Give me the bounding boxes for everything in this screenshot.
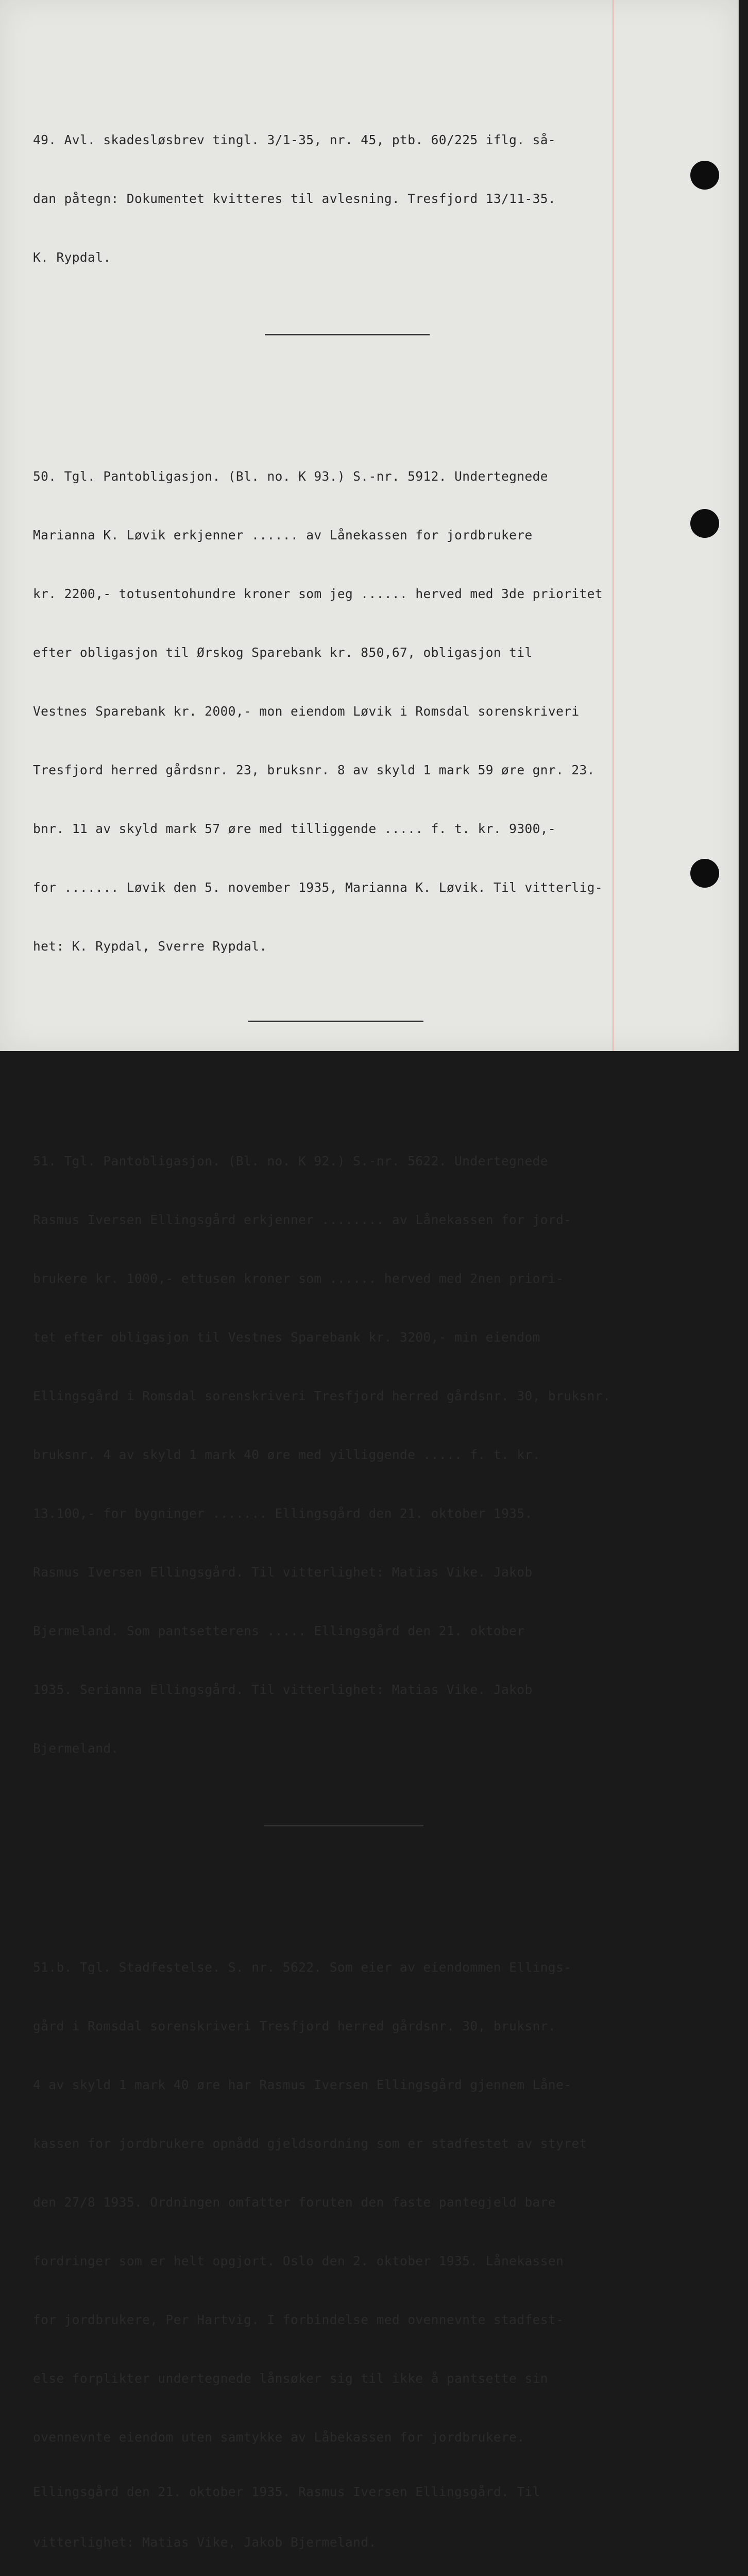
- text-line: tet efter obligasjon til Vestnes Sparebank kr. 3200,- min eiendom: [33, 1330, 540, 1345]
- text-line: kassen for jordbrukere opnådd gjeldsordning som er stadfestet av styret: [33, 2136, 587, 2151]
- entry-separator: [265, 334, 430, 335]
- entry-separator: [264, 1825, 423, 1826]
- text-line: vitterlighet: Matias Vike, Jakob Bjermeland.: [33, 2535, 377, 2550]
- punch-hole: [690, 161, 719, 190]
- entry-separator: [248, 1021, 423, 1022]
- text-line: 51.b. Tgl. Stadfestelse. S. nr. 5622. Som eier av eiendommen Ellings-: [33, 1960, 572, 1975]
- punch-hole: [690, 859, 719, 888]
- text-line: den 27/8 1935. Ordningen omfatter foruten den faste pantegjeld bare: [33, 2195, 556, 2210]
- text-line: bruksnr. 4 av skyld 1 mark 40 øre med yilliggende ..... f. t. kr.: [33, 1447, 540, 1462]
- text-line: Rasmus Iversen Ellingsgård. Til vitterlighet: Matias Vike. Jakob: [33, 1565, 533, 1580]
- text-line: K. Rypdal.: [33, 250, 111, 265]
- text-line: 50. Tgl. Pantobligasjon. (Bl. no. K 93.) S.-nr. 5912. Undertegnede: [33, 469, 548, 484]
- text-line: dan påtegn: Dokumentet kvitteres til avlesning. Tresfjord 13/11-35.: [33, 191, 556, 206]
- text-line: Bjermeland.: [33, 1741, 119, 1756]
- text-line: bnr. 11 av skyld mark 57 øre med tilliggende ..... f. t. kr. 9300,-: [33, 821, 556, 836]
- text-line: for jordbrukere, Per Hartvig. I forbindelse med ovennevnte stadfest-: [33, 2312, 564, 2327]
- text-line: for ....... Løvik den 5. november 1935, Marianna K. Løvik. Til vitterlig-: [33, 880, 603, 895]
- text-line: fordringer som er helt opgjort. Oslo den 2. oktober 1935. Lånekassen: [33, 2253, 564, 2268]
- text-line: gård i Romsdal sorenskriveri Tresfjord herred gårdsnr. 30, bruksnr.: [33, 2019, 556, 2033]
- text-line: brukere kr. 1000,- ettusen kroner som ...... herved med 2nen priori-: [33, 1271, 564, 1286]
- text-line: Ellingsgård den 21. oktober 1935. Rasmus Iversen Ellingsgård. Til: [33, 2484, 540, 2499]
- entry-51b: [33, 1923, 677, 2576]
- text-line: Tresfjord herred gårdsnr. 23, bruksnr. 8 av skyld 1 mark 59 øre gnr. 23.: [33, 762, 595, 777]
- text-line: else forplikter undertegnede lånsøker sig til ikke å pantsette sin: [33, 2371, 548, 2386]
- document-body: [33, 36, 677, 2576]
- text-line: ovennevnte eiendom uten samtykke av Låbekassen for jordbrukere.: [33, 2430, 525, 2445]
- entry-51: [33, 1117, 677, 1793]
- text-line: kr. 2200,- totusentohundre kroner som jeg ...... herved med 3de prioritet: [33, 586, 603, 601]
- text-line: 13.100,- for bygninger ....... Ellingsgård den 21. oktober 1935.: [33, 1506, 533, 1521]
- text-line: 4 av skyld 1 mark 40 øre har Rasmus Iversen Ellingsgård gjennem Låne-: [33, 2077, 572, 2092]
- text-line: Bjermeland. Som pantsetterens ..... Ellingsgård den 21. oktober: [33, 1623, 525, 1638]
- punch-hole: [690, 509, 719, 538]
- text-line: Vestnes Sparebank kr. 2000,- mon eiendom Løvik i Romsdal sorenskriveri: [33, 704, 580, 719]
- text-line: Marianna K. Løvik erkjenner ...... av Lånekassen for jordbrukere: [33, 528, 533, 543]
- text-line: 49. Avl. skadesløsbrev tingl. 3/1-35, nr. 45, ptb. 60/225 iflg. så-: [33, 132, 556, 147]
- entry-50: [33, 432, 677, 991]
- text-line: Ellingsgård i Romsdal sorenskriveri Tresfjord herred gårdsnr. 30, bruksnr.: [33, 1388, 611, 1403]
- text-line: 51. Tgl. Pantobligasjon. (Bl. no. K 92.) S.-nr. 5622. Undertegnede: [33, 1154, 548, 1168]
- text-line: Rasmus Iversen Ellingsgård erkjenner ........ av Lånekassen for jord-: [33, 1212, 572, 1227]
- text-line: het: K. Rypdal, Sverre Rypdal.: [33, 939, 267, 954]
- text-line: efter obligasjon til Ørskog Sparebank kr. 850,67, obligasjon til: [33, 645, 533, 660]
- entry-49: [33, 96, 677, 302]
- text-line: 1935. Serianna Ellingsgård. Til vitterlighet: Matias Vike. Jakob: [33, 1682, 533, 1697]
